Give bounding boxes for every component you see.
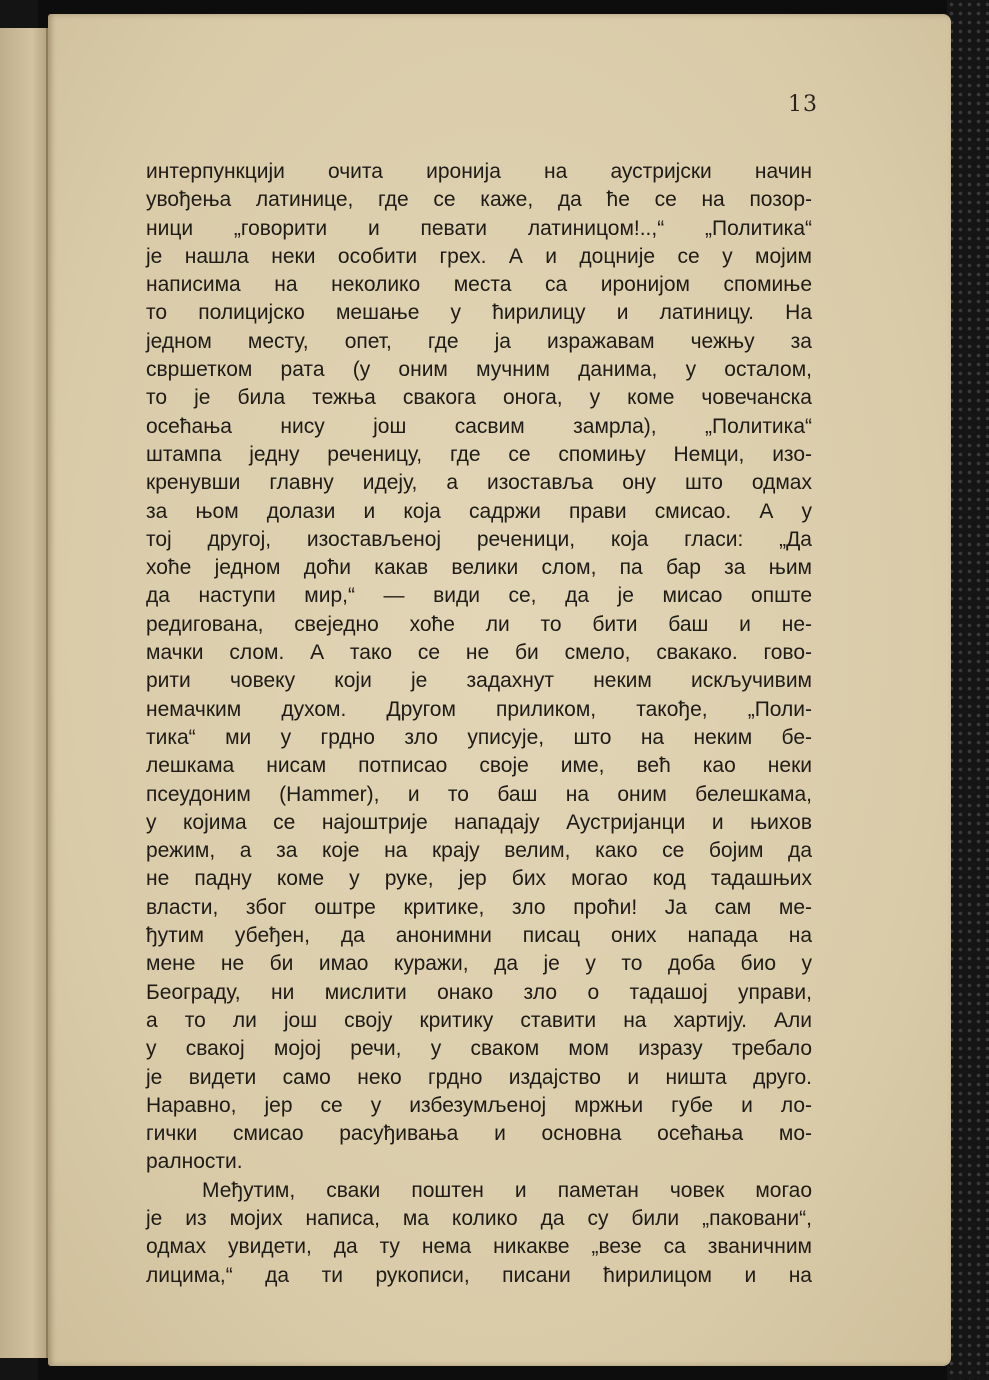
text-line: а то ли још своју критику ставити на хартију. Али — [146, 1008, 812, 1032]
text-line: ници „говорити и певати латиницом!..,“ „Политика“ — [146, 216, 812, 240]
text-line: Наравно, јер се у избезумљеној мржњи губе и ло- — [146, 1093, 812, 1117]
text-line: осећања нису још сасвим замрла), „Политика“ — [146, 414, 812, 438]
text-line: гички смисао расуђивања и основна осећања мо- — [146, 1122, 812, 1146]
text-line: у свакој мојој речи, у сваком мом изразу требало — [146, 1037, 812, 1061]
text-line: то је била тежња свакога онога, у коме човечанска — [146, 386, 812, 410]
text-line: рити човеку који је задахнут неким искључивим — [146, 669, 812, 693]
text-line: у којима се најоштрије нападају Аустријанци и њихов — [146, 810, 812, 834]
text-line: хоће једном доћи какав велики слом, па бар за њим — [146, 556, 812, 580]
text-line: је видети само неко грдно издајство и ништа друго. — [146, 1065, 812, 1089]
text-line: ралности. — [146, 1150, 243, 1174]
text-line: тој другој, изостављеној реченици, која гласи: „Да — [146, 527, 812, 551]
text-line: је из мојих написа, ма колико да су били „паковани“, — [146, 1206, 812, 1230]
text-line: одмах увидети, да ту нема никакве „везе са званичним — [146, 1235, 812, 1259]
text-line: написима на неколико места са иронијом спомиње — [146, 273, 812, 297]
text-line: штампа једну реченицу, где се спомињу Немци, изо- — [146, 442, 812, 466]
text-line: ђутим убеђен, да анонимни писац оних напада на — [146, 924, 812, 948]
text-line: Међутим, сваки поштен и паметан човек могао — [202, 1178, 812, 1202]
text-line: једном месту, опет, где ја изражавам чежњу за — [146, 329, 812, 353]
text-line: интерпункцији очита иронија на аустријски начин — [146, 160, 812, 183]
text-line: Београду, ни мислити онако зло о тадашој управи, — [146, 980, 812, 1004]
text-line: лешкама нисам потписао своје име, већ као неки — [146, 754, 812, 778]
text-line: је нашла неки особити грех. А и доцније се у мојим — [146, 244, 812, 268]
scan-background-right — [947, 0, 989, 1380]
text-line: кренувши главну идеју, а изостављa ону што одмах — [146, 471, 812, 495]
text-line: лицима,“ да ти рукописи, писани ћирилицом и на — [146, 1263, 812, 1287]
text-line: мачки слом. А тако се не би смело, свакако. гово- — [146, 641, 812, 665]
text-line: тика“ ми у грдно зло уписује, што на неким бе- — [146, 725, 812, 749]
text-line: свршетком рата (у оним мучним данима, у осталом, — [146, 358, 812, 382]
page-number: 13 — [788, 92, 818, 117]
previous-page-edge — [0, 28, 48, 1358]
text-line: немачким духом. Другом приликом, такође, „Поли- — [146, 697, 812, 721]
text-line: да наступи мир,“ — види се, да је мисао опште — [146, 584, 812, 608]
text-line: увођења латинице, где се каже, да ће се на позор- — [146, 188, 812, 212]
text-line: псеудоним (Hammer), и то баш на оним белешкама, — [146, 782, 812, 806]
text-line: за њом долази и која садржи прави смисао. А у — [146, 499, 812, 523]
text-line: то полицијско мешање у ћирилицу и латиницу. На — [146, 301, 812, 325]
text-line: власти, због оштре критике, зло проћи! Ја сам ме- — [146, 895, 812, 919]
text-line: редигована, свеједно хоће ли то бити баш и не- — [146, 612, 812, 636]
text-line: мене не би имао куражи, да је у то доба био у — [146, 952, 812, 976]
text-line: режим, а за које на крају велим, како се бојим да — [146, 839, 812, 863]
text-line: не падну коме у руке, јер бих могао код тадашњих — [146, 867, 812, 891]
page-body-text — [146, 158, 812, 1290]
